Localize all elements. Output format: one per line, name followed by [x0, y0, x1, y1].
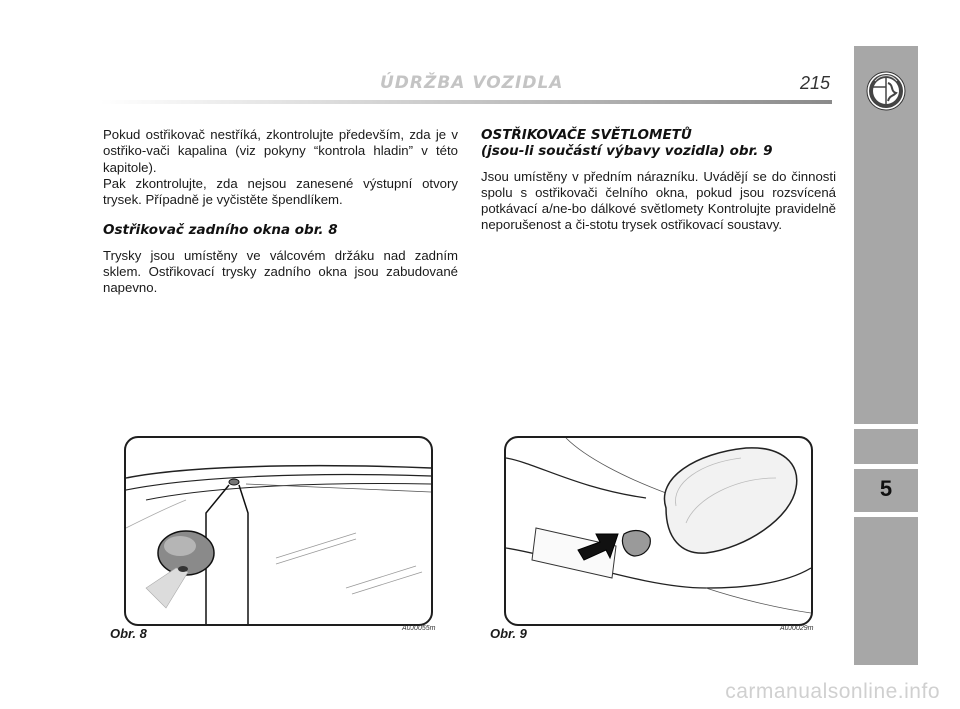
- headlamp-washers-subheading: (jsou-li součástí výbavy vozidla) obr. 9: [481, 143, 773, 160]
- headlamp-washers-heading: OSTŘIKOVAČE SVĚTLOMETŮ: [481, 127, 692, 143]
- figure-rear-washer: [124, 436, 433, 626]
- tab-separator: [854, 512, 918, 517]
- paragraph-rear-washer: Trysky jsou umístěny ve válcovém držáku nad zadním sklem. Ostřikovací trysky zadního okna jsou zabudované napevno.: [103, 247, 458, 296]
- page-number: 215: [800, 73, 831, 93]
- figure-headlamp-washer: [504, 436, 813, 626]
- figure-9-caption: Obr. 9: [490, 626, 527, 641]
- header-rule: [100, 100, 832, 104]
- chapter-side-tab: [854, 46, 918, 665]
- page-title: ÚDRŽBA VOZIDLA: [380, 73, 564, 93]
- watermark: carmanualsonline.info: [725, 680, 940, 703]
- paragraph-headlamp-washers: Jsou umístěny v předním nárazníku. Uvádějí se do činnosti spolu s ostřikovači čelního okna, pokud jsou rozsvícená potkávací a/ne-bo dálkové světlomety Kontrolujte pravidelně neporušenost a či-stotu trysek ostřikovací soustavy.: [481, 168, 836, 233]
- figure-8-code: A0J0055m: [402, 625, 436, 632]
- tab-separator: [854, 424, 918, 429]
- rear-washer-illustration: [126, 438, 431, 624]
- figure-8-caption: Obr. 8: [110, 626, 147, 641]
- paragraph-check-nozzles: Pak zkontrolujte, zda nejsou zanesené výstupní otvory trysek. Případně je vyčistěte špendlíkem.: [103, 175, 458, 208]
- rear-washer-heading: Ostřikovač zadního okna obr. 8: [103, 222, 338, 239]
- chapter-number: 5: [879, 476, 893, 501]
- right-column: [481, 127, 836, 234]
- figure-9-code: A0J0029m: [780, 625, 814, 632]
- paragraph-check-fluid: Pokud ostřikovač nestříká, zkontrolujte především, zda je v ostřiko-vači kapalina (viz pokyny “kontrola hladin” v této kapitole).: [103, 127, 458, 175]
- alfa-romeo-logo-icon: [866, 71, 906, 111]
- headlamp-washer-illustration: [506, 438, 811, 624]
- tab-separator: [854, 464, 918, 469]
- left-column: [103, 127, 458, 297]
